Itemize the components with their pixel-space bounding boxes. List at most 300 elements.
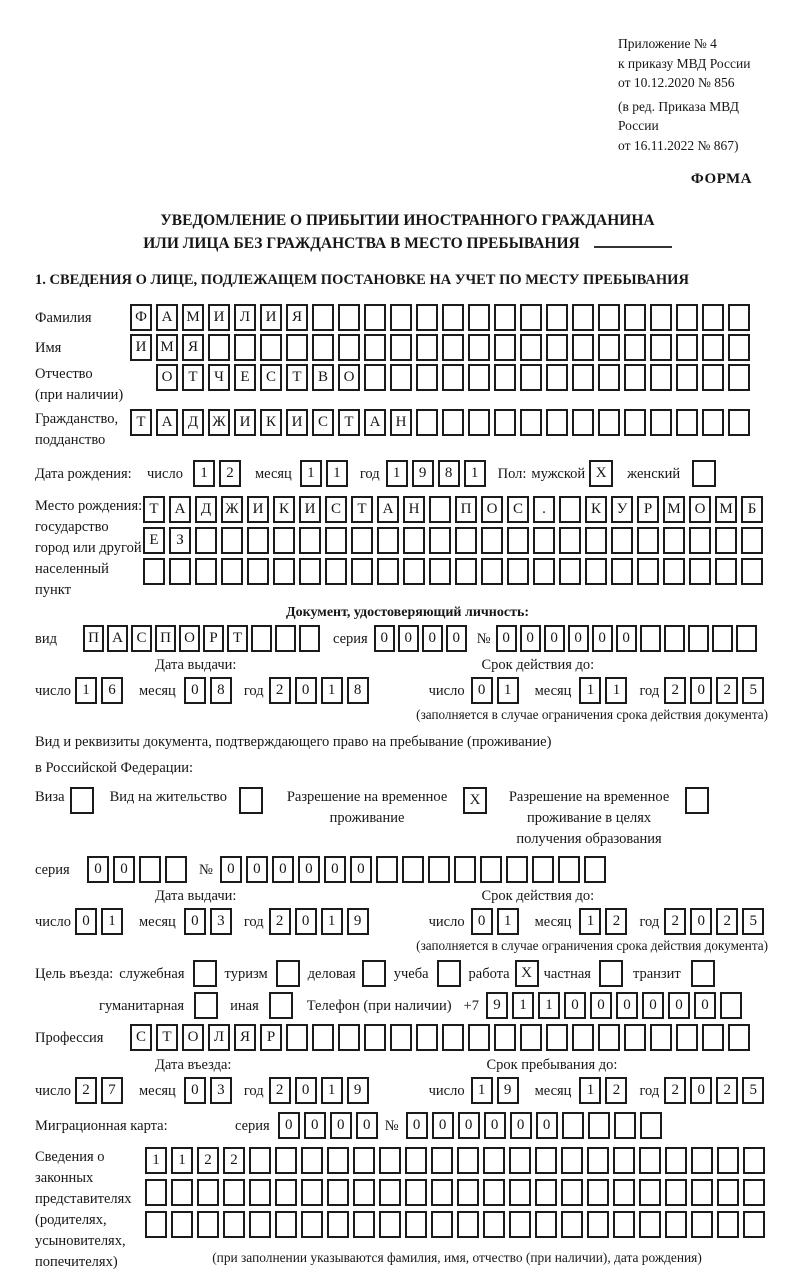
birth-place-char-box: [741, 527, 763, 554]
doc-valid-year-box: 0: [690, 677, 712, 704]
birth-place-char-box: [611, 558, 633, 585]
citizenship-char-box: И: [234, 409, 256, 436]
doc-valid-year-box: 2: [716, 677, 738, 704]
representative-char-box: 1: [171, 1147, 193, 1174]
purpose-row2: [35, 992, 780, 1019]
representative-char-box: [379, 1179, 401, 1206]
form-title-line2: ИЛИ ЛИЦА БЕЗ ГРАЖДАНСТВА В МЕСТО ПРЕБЫВАНИЯ: [143, 235, 580, 252]
phone-digit-box: 9: [486, 992, 508, 1019]
doc-number-box: [664, 625, 685, 652]
surname-char-box: М: [182, 304, 204, 331]
birth-place-char-box: [663, 527, 685, 554]
residence-doc-line1: Вид и реквизиты документа, подтверждающего право на пребывание (проживание): [35, 734, 552, 750]
res-dates-row: [35, 908, 780, 935]
official-checkbox: [193, 960, 217, 987]
representative-char-box: [275, 1147, 297, 1174]
profession-char-box: [572, 1024, 594, 1051]
birth-year-box: 1: [464, 460, 486, 487]
surname-boxes: [130, 304, 754, 331]
phone-digit-box: 0: [590, 992, 612, 1019]
surname-char-box: Ф: [130, 304, 152, 331]
year-label: год: [243, 913, 264, 930]
birth-month-boxes: [300, 460, 352, 487]
birth-place-char-box: [429, 527, 451, 554]
year-label: год: [243, 682, 264, 699]
mig-number-box: 0: [510, 1112, 532, 1139]
profession-char-box: Р: [260, 1024, 282, 1051]
patronymic-char-box: О: [338, 364, 360, 391]
res-issue-year-box: 9: [347, 908, 369, 935]
representative-char-box: [587, 1147, 609, 1174]
name-char-box: [468, 334, 490, 361]
name-char-box: [286, 334, 308, 361]
appendix-line2: к приказу МВД России: [618, 55, 751, 71]
birth-place-char-box: А: [169, 496, 191, 523]
representative-char-box: [457, 1147, 479, 1174]
name-char-box: [390, 334, 412, 361]
representative-char-box: [561, 1211, 583, 1238]
res-valid-year-box: 5: [742, 908, 764, 935]
phone-digit-box: 1: [512, 992, 534, 1019]
representative-char-box: [301, 1179, 323, 1206]
visa-checkbox: [70, 787, 94, 814]
name-char-box: [208, 334, 230, 361]
residence-series-row: [35, 856, 780, 883]
res-number-box: [584, 856, 606, 883]
birth-place-char-box: [507, 558, 529, 585]
res-issue-day-box: 0: [75, 908, 97, 935]
res-number-box: [402, 856, 424, 883]
patronymic-char-box: Е: [234, 364, 256, 391]
profession-char-box: [624, 1024, 646, 1051]
year-label: год: [359, 465, 380, 482]
entry-year-box: 1: [321, 1077, 343, 1104]
representative-char-box: [691, 1179, 713, 1206]
doc-series-box: 0: [422, 625, 443, 652]
visa-checkbox-cell: [70, 787, 94, 814]
birth-place-char-box: И: [247, 496, 269, 523]
sex-label: Пол:: [497, 465, 527, 482]
birth-place-char-box: [195, 527, 217, 554]
birth-place-char-box: О: [689, 496, 711, 523]
doc-kind-char-box: [299, 625, 320, 652]
mig-series-box: 0: [278, 1112, 300, 1139]
male-checkbox-cell: X: [589, 460, 613, 487]
citizenship-char-box: Д: [182, 409, 204, 436]
res-issue-day-boxes: [75, 908, 127, 935]
profession-char-box: [312, 1024, 334, 1051]
representative-char-box: [483, 1147, 505, 1174]
profession-char-box: [416, 1024, 438, 1051]
representative-char-box: [717, 1147, 739, 1174]
phone-digit-box: 0: [642, 992, 664, 1019]
surname-char-box: [442, 304, 464, 331]
humanitarian-checkbox-cell: [194, 992, 218, 1019]
representatives-label: Сведения о законных представителях (родителях, усыновителях, попечителях): [35, 1149, 132, 1270]
birth-place-char-box: [377, 527, 399, 554]
birth-place-char-box: [325, 558, 347, 585]
representative-char-box: [249, 1147, 271, 1174]
mig-series-boxes: [278, 1112, 382, 1139]
mig-number-box: 0: [484, 1112, 506, 1139]
representative-char-box: [379, 1211, 401, 1238]
stay-year-box: 2: [664, 1077, 686, 1104]
patronymic-char-box: [442, 364, 464, 391]
surname-char-box: [650, 304, 672, 331]
birth-place-char-box: Е: [143, 527, 165, 554]
birth-place-char-box: [455, 527, 477, 554]
birth-place-char-box: [273, 527, 295, 554]
patronymic-char-box: [650, 364, 672, 391]
work-checkbox: [515, 960, 539, 987]
surname-char-box: Я: [286, 304, 308, 331]
temp-residence-label: Разрешение на временное проживание: [286, 789, 448, 826]
profession-char-box: [442, 1024, 464, 1051]
mig-series-box: 0: [304, 1112, 326, 1139]
patronymic-char-box: [520, 364, 542, 391]
name-char-box: [676, 334, 698, 361]
citizenship-char-box: Н: [390, 409, 412, 436]
doc-kind-boxes: [83, 625, 323, 652]
representative-char-box: [535, 1211, 557, 1238]
birth-place-char-box: [663, 558, 685, 585]
citizenship-char-box: [416, 409, 438, 436]
form-title-line1: УВЕДОМЛЕНИЕ О ПРИБЫТИИ ИНОСТРАННОГО ГРАЖДАНИНА: [160, 212, 655, 229]
patronymic-label: Отчество (при наличии): [35, 366, 124, 403]
phone-digit-box: [720, 992, 742, 1019]
name-char-box: [442, 334, 464, 361]
representatives-block: [35, 1147, 780, 1273]
residence-doc-line2: в Российской Федерации:: [35, 760, 194, 776]
birth-place-label: Место рождения: государство город или другой населенный пункт: [35, 498, 143, 598]
month-label: месяц: [138, 913, 176, 930]
surname-char-box: [338, 304, 360, 331]
birth-place-char-box: М: [663, 496, 685, 523]
representative-char-box: [431, 1211, 453, 1238]
temp-residence-checkbox: [463, 787, 487, 814]
citizenship-char-box: [728, 409, 750, 436]
citizenship-char-box: [650, 409, 672, 436]
birth-place-char-box: А: [377, 496, 399, 523]
work-label: работа: [468, 965, 510, 982]
birth-place-char-box: [221, 558, 243, 585]
birth-place-char-box: [611, 527, 633, 554]
day-label: число: [428, 682, 465, 699]
birth-place-char-box: Т: [143, 496, 165, 523]
doc-issue-month-box: 8: [210, 677, 232, 704]
profession-char-box: Л: [208, 1024, 230, 1051]
other-checkbox-cell: [269, 992, 293, 1019]
female-label: женский: [627, 465, 681, 482]
edition-line2: от 16.11.2022 № 867): [618, 137, 739, 153]
representative-char-box: [197, 1211, 219, 1238]
work-checkbox-cell: X: [515, 960, 539, 987]
surname-char-box: И: [208, 304, 230, 331]
citizenship-char-box: Т: [338, 409, 360, 436]
representative-char-box: [535, 1147, 557, 1174]
humanitarian-checkbox: [194, 992, 218, 1019]
res-issue-year-box: 1: [321, 908, 343, 935]
res-valid-day-boxes: [471, 908, 523, 935]
doc-number-box: [736, 625, 757, 652]
res-issue-month-box: 0: [184, 908, 206, 935]
patronymic-char-box: С: [260, 364, 282, 391]
patronymic-char-box: [624, 364, 646, 391]
temp-residence-edu-label: Разрешение на временное проживание в целях получения образования: [508, 789, 670, 847]
doc-series-box: 0: [374, 625, 395, 652]
edition-line1: (в ред. Приказа МВД России: [618, 98, 739, 133]
res-number-box: 0: [272, 856, 294, 883]
phone-prefix: +7: [463, 997, 479, 1014]
birth-month-box: 1: [300, 460, 322, 487]
phone-digit-box: 0: [616, 992, 638, 1019]
name-label: Имя: [35, 339, 62, 356]
profession-char-box: [494, 1024, 516, 1051]
doc-valid-until-label: Срок действия до:: [481, 657, 595, 673]
patronymic-char-box: Т: [286, 364, 308, 391]
citizenship-char-box: К: [260, 409, 282, 436]
representative-char-box: [639, 1179, 661, 1206]
representative-char-box: [353, 1147, 375, 1174]
surname-label: Фамилия: [35, 309, 92, 326]
citizenship-char-box: А: [364, 409, 386, 436]
section1-heading: 1. СВЕДЕНИЯ О ЛИЦЕ, ПОДЛЕЖАЩЕМ ПОСТАНОВКЕ НА УЧЕТ ПО МЕСТУ ПРЕБЫВАНИЯ: [35, 272, 689, 288]
doc-number-box: 0: [568, 625, 589, 652]
doc-issue-year-box: 8: [347, 677, 369, 704]
day-label: число: [428, 913, 465, 930]
res-number-sign: №: [199, 861, 213, 878]
patronymic-boxes: [156, 364, 754, 391]
doc-valid-day-box: 0: [471, 677, 493, 704]
res-number-box: [454, 856, 476, 883]
name-char-box: [338, 334, 360, 361]
doc-series-box: 0: [446, 625, 467, 652]
doc-issue-year-box: 1: [321, 677, 343, 704]
patronymic-char-box: [598, 364, 620, 391]
surname-char-box: [598, 304, 620, 331]
patronymic-char-box: О: [156, 364, 178, 391]
doc-number-sign: №: [476, 630, 491, 647]
birth-place-char-box: [403, 558, 425, 585]
day-label: число: [35, 682, 71, 699]
citizenship-char-box: [546, 409, 568, 436]
surname-char-box: [572, 304, 594, 331]
doc-issue-year-box: 2: [269, 677, 291, 704]
birth-place-char-box: [715, 558, 737, 585]
res-number-box: 0: [350, 856, 372, 883]
res-series-label: серия: [35, 861, 70, 878]
birth-place-char-box: [559, 558, 581, 585]
birth-date-row: [35, 460, 780, 487]
res-valid-until-label: Срок действия до:: [481, 888, 595, 904]
doc-number-box: 0: [496, 625, 517, 652]
entry-year-box: 2: [269, 1077, 291, 1104]
representative-char-box: [249, 1179, 271, 1206]
stay-day-box: 1: [471, 1077, 493, 1104]
doc-valid-month-box: 1: [605, 677, 627, 704]
other-label: иная: [230, 997, 259, 1014]
day-label: число: [147, 465, 183, 482]
name-char-box: Я: [182, 334, 204, 361]
res-series-box: [165, 856, 187, 883]
representative-char-box: [197, 1179, 219, 1206]
representative-char-box: [327, 1211, 349, 1238]
representative-char-box: [665, 1179, 687, 1206]
profession-boxes: [130, 1024, 754, 1051]
female-checkbox-cell: [692, 460, 716, 487]
patronymic-char-box: [572, 364, 594, 391]
stay-year-box: 5: [742, 1077, 764, 1104]
birth-day-box: 2: [219, 460, 241, 487]
entry-day-box: 2: [75, 1077, 97, 1104]
month-label: месяц: [138, 1082, 176, 1099]
representative-char-box: [665, 1147, 687, 1174]
mig-number-boxes: [406, 1112, 666, 1139]
migration-card-label: Миграционная карта:: [35, 1117, 168, 1134]
representatives-row2: [145, 1179, 769, 1206]
entry-month-boxes: [184, 1077, 236, 1104]
kind-label: вид: [35, 630, 57, 647]
birth-place-char-box: [585, 527, 607, 554]
birth-place-char-box: [351, 527, 373, 554]
doc-number-box: 0: [544, 625, 565, 652]
birth-place-char-box: [325, 527, 347, 554]
doc-number-boxes: [496, 625, 760, 652]
representative-char-box: [509, 1211, 531, 1238]
entry-year-box: 0: [295, 1077, 317, 1104]
res-valid-note: (заполняется в случае ограничения срока действия документа): [416, 938, 768, 953]
doc-valid-day-boxes: [471, 677, 523, 704]
patronymic-char-box: [416, 364, 438, 391]
res-valid-year-boxes: [664, 908, 768, 935]
patronymic-char-box: [702, 364, 724, 391]
official-label: служебная: [119, 965, 185, 982]
birth-place-char-box: [507, 527, 529, 554]
birth-place-char-box: М: [715, 496, 737, 523]
doc-valid-day-box: 1: [497, 677, 519, 704]
representative-char-box: [275, 1211, 297, 1238]
name-char-box: [520, 334, 542, 361]
birth-month-box: 1: [326, 460, 348, 487]
surname-char-box: [468, 304, 490, 331]
citizenship-char-box: С: [312, 409, 334, 436]
representative-char-box: [145, 1179, 167, 1206]
name-char-box: [650, 334, 672, 361]
representative-char-box: [561, 1179, 583, 1206]
birth-place-char-box: [143, 558, 165, 585]
birth-place-char-box: [637, 527, 659, 554]
representative-char-box: [717, 1179, 739, 1206]
res-number-box: [376, 856, 398, 883]
birth-place-char-box: Д: [195, 496, 217, 523]
profession-char-box: С: [130, 1024, 152, 1051]
birth-place-char-box: [429, 496, 451, 523]
birth-place-char-box: [195, 558, 217, 585]
res-series-box: [139, 856, 161, 883]
representative-char-box: [457, 1179, 479, 1206]
profession-char-box: [546, 1024, 568, 1051]
purpose-row: [35, 960, 780, 987]
mig-number-sign: №: [384, 1117, 399, 1134]
doc-issue-day-boxes: [75, 677, 127, 704]
appendix-line1: Приложение № 4: [618, 36, 717, 51]
patronymic-char-box: Т: [182, 364, 204, 391]
representative-char-box: 2: [197, 1147, 219, 1174]
res-issue-month-boxes: [184, 908, 236, 935]
representative-char-box: 2: [223, 1147, 245, 1174]
res-valid-year-box: 2: [716, 908, 738, 935]
citizenship-char-box: [442, 409, 464, 436]
day-label: число: [35, 1082, 71, 1099]
surname-char-box: [624, 304, 646, 331]
official-checkbox-cell: [193, 960, 217, 987]
profession-label: Профессия: [35, 1029, 104, 1046]
surname-char-box: [702, 304, 724, 331]
birth-place-row2: [143, 527, 767, 554]
citizenship-char-box: [494, 409, 516, 436]
res-valid-day-box: 1: [497, 908, 519, 935]
entry-day-box: 7: [101, 1077, 123, 1104]
doc-kind-char-box: [251, 625, 272, 652]
representative-char-box: [535, 1179, 557, 1206]
representative-char-box: [301, 1147, 323, 1174]
doc-kind-char-box: Т: [227, 625, 248, 652]
patronymic-char-box: [494, 364, 516, 391]
name-char-box: [312, 334, 334, 361]
res-valid-year-box: 2: [664, 908, 686, 935]
phone-digit-box: 1: [538, 992, 560, 1019]
doc-number-box: [688, 625, 709, 652]
transit-checkbox-cell: [691, 960, 715, 987]
birth-place-char-box: [481, 558, 503, 585]
patronymic-char-box: [468, 364, 490, 391]
appendix-block: [618, 34, 780, 155]
representative-char-box: [301, 1211, 323, 1238]
representatives-row1: [145, 1147, 769, 1174]
profession-char-box: [468, 1024, 490, 1051]
citizenship-char-box: [598, 409, 620, 436]
representative-char-box: [691, 1147, 713, 1174]
mig-series-box: 0: [330, 1112, 352, 1139]
doc-issue-month-boxes: [184, 677, 236, 704]
birth-place-char-box: [715, 527, 737, 554]
representative-char-box: [431, 1179, 453, 1206]
representative-char-box: [327, 1147, 349, 1174]
res-number-box: [506, 856, 528, 883]
doc-issue-day-box: 6: [101, 677, 123, 704]
name-char-box: [598, 334, 620, 361]
surname-row: [35, 304, 780, 331]
res-number-box: 0: [324, 856, 346, 883]
profession-char-box: [286, 1024, 308, 1051]
res-valid-month-box: 2: [605, 908, 627, 935]
mig-number-box: 0: [406, 1112, 428, 1139]
birth-date-label: Дата рождения:: [35, 465, 132, 482]
representative-char-box: [613, 1211, 635, 1238]
doc-kind-char-box: П: [83, 625, 104, 652]
citizenship-char-box: [468, 409, 490, 436]
appendix-line3: от 10.12.2020 № 856: [618, 75, 735, 90]
birth-place-char-box: [689, 527, 711, 554]
business-label: деловая: [307, 965, 356, 982]
name-char-box: [728, 334, 750, 361]
birth-place-char-box: С: [507, 496, 529, 523]
representative-char-box: [639, 1147, 661, 1174]
female-checkbox: [692, 460, 716, 487]
representative-char-box: [353, 1211, 375, 1238]
doc-series-box: 0: [398, 625, 419, 652]
birth-place-char-box: [533, 527, 555, 554]
